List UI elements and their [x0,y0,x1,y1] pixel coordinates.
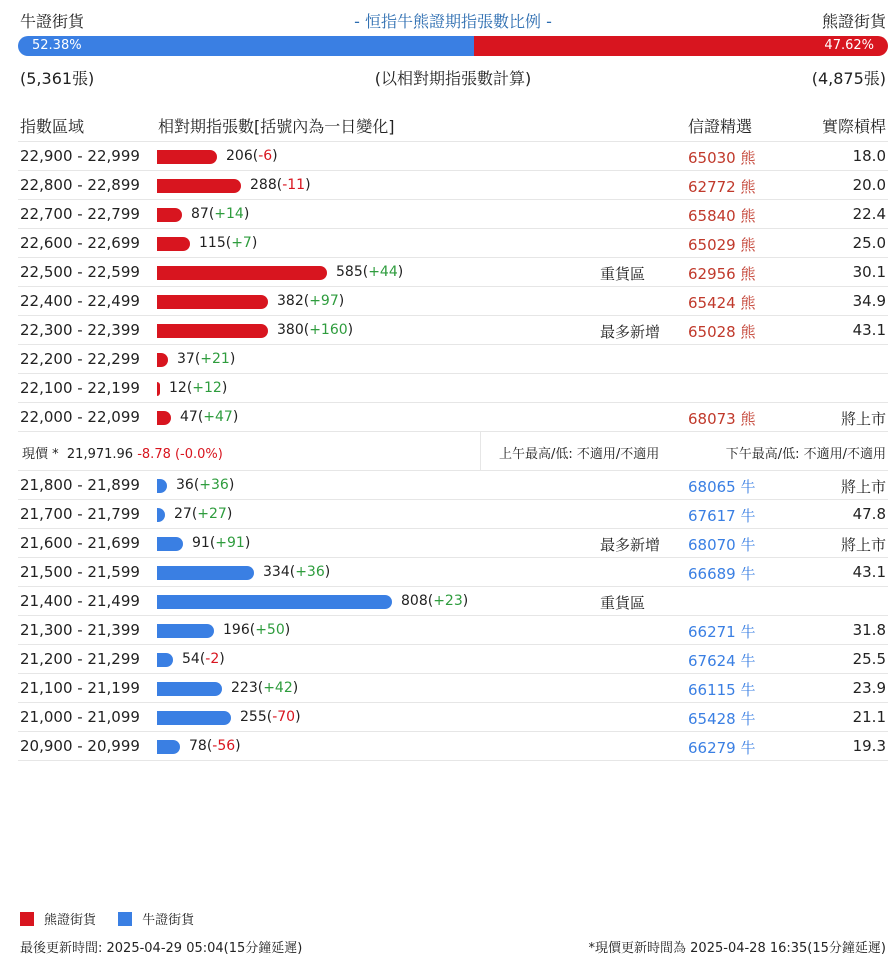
quantity-label: 87(+14) [191,206,250,222]
quantity-value: 223 [231,680,258,696]
index-range: 22,000 - 22,099 [20,408,140,426]
legend-bear [20,913,96,928]
bull-swatch [118,912,132,926]
warrant-code-link[interactable]: 66115 牛 [688,681,756,699]
bear-quantity-bar [157,324,268,338]
bull-row [18,732,888,761]
quantity-label: 54(-2) [182,651,225,667]
leverage-value: 47.8 [852,505,886,523]
bull-row [18,587,888,616]
leverage-value: 19.3 [852,737,886,755]
warrant-code-link[interactable]: 68065 牛 [688,478,756,496]
bear-label: 熊證街貨 [821,12,886,31]
warrant-code-link[interactable]: 62956 熊 [688,265,756,283]
price-update-time: *現價更新時間為 2025-04-28 16:35(15分鐘延遲) [588,941,886,956]
table-header [18,103,888,142]
bull-quantity-bar [157,624,214,638]
warrant-code-link[interactable]: 66689 牛 [688,565,756,583]
bull-quantity-bar [157,595,392,609]
quantity-label: 47(+47) [180,409,239,425]
bear-quantity-bar [157,266,327,280]
leverage-value: 25.0 [852,234,886,252]
calc-note: (以相對期指張數計算) [374,69,532,88]
quantity-change: -70 [272,709,296,725]
quantity-value: 87 [191,206,209,222]
quantity-value: 54 [182,651,200,667]
bull-row [18,529,888,558]
quantity-label: 12(+12) [169,380,228,396]
current-price-row [18,432,888,471]
index-range: 21,600 - 21,699 [20,534,140,552]
quantity-change: +21 [200,351,230,367]
quantity-label: 196(+50) [223,622,291,638]
bull-quantity-bar [157,508,165,522]
warrant-code-link[interactable]: 67624 牛 [688,652,756,670]
index-range: 22,200 - 22,299 [20,350,140,368]
warrant-code-link[interactable]: 65028 熊 [688,323,756,341]
index-range: 22,300 - 22,399 [20,321,140,339]
bull-row [18,471,888,500]
bull-quantity-bar [157,711,231,725]
quantity-change: +27 [197,506,227,522]
bear-row [18,287,888,316]
index-range: 22,900 - 22,999 [20,147,140,165]
quantity-value: 196 [223,622,250,638]
legend-bear-label: 熊證街貨 [44,913,97,928]
leverage-value: 30.1 [852,263,886,281]
zone-tag: 重貨區 [600,265,646,283]
bear-row [18,403,888,432]
quantity-value: 91 [192,535,210,551]
index-range: 21,700 - 21,799 [20,505,140,523]
bear-row [18,200,888,229]
bear-quantity-bar [157,179,241,193]
bear-row [18,316,888,345]
leverage-value: 21.1 [852,708,886,726]
bear-quantity-bar [157,353,168,367]
bear-row [18,229,888,258]
quantity-label: 37(+21) [177,351,236,367]
quantity-label: 255(-70) [240,709,301,725]
quantity-change: +36 [295,564,325,580]
index-range: 22,100 - 22,199 [20,379,140,397]
zone-tag: 重貨區 [600,594,646,612]
am-high-low: 上午最高/低: 不適用/不適用 [499,447,660,462]
leverage-value: 25.5 [852,650,886,668]
bull-row [18,616,888,645]
quantity-value: 334 [263,564,290,580]
bull-quantity-bar [157,682,222,696]
ratio-subheader [18,56,888,96]
quantity-label: 206(-6) [226,148,278,164]
quantity-value: 808 [401,593,428,609]
bear-row [18,345,888,374]
quantity-label: 334(+36) [263,564,331,580]
leverage-value: 將上市 [840,536,886,554]
index-range: 21,000 - 21,099 [20,708,140,726]
index-range: 22,600 - 22,699 [20,234,140,252]
bull-quantity-bar [157,566,254,580]
panel-title: - 恒指牛熊證期指張數比例 - [354,12,552,31]
quantity-label: 380(+160) [277,322,354,338]
index-range: 22,400 - 22,499 [20,292,140,310]
leverage-value: 20.0 [852,176,886,194]
quantity-change: +14 [214,206,244,222]
warrant-code-link[interactable]: 66271 牛 [688,623,756,641]
leverage-value: 23.9 [852,679,886,697]
col-quantity: 相對期指張數[括號內為一日變化] [158,117,395,136]
warrant-code-link[interactable]: 65840 熊 [688,207,756,225]
quantity-change: -56 [212,738,236,754]
bear-quantity-bar [157,411,171,425]
quantity-change: -6 [258,148,273,164]
bull-rows [18,471,888,761]
bull-row [18,558,888,587]
quantity-change: +42 [263,680,293,696]
leverage-value: 43.1 [852,321,886,339]
quantity-value: 47 [180,409,198,425]
quantity-change: +12 [192,380,222,396]
index-range: 21,200 - 21,299 [20,650,140,668]
quantity-change: -11 [282,177,306,193]
warrant-code-link[interactable]: 62772 熊 [688,178,756,196]
bull-quantity-bar [157,537,183,551]
quantity-value: 585 [336,264,363,280]
leverage-value: 22.4 [852,205,886,223]
index-range: 21,500 - 21,599 [20,563,140,581]
quantity-label: 288(-11) [250,177,311,193]
quantity-value: 37 [177,351,195,367]
current-price [22,443,223,462]
quantity-label: 585(+44) [336,264,404,280]
bear-rows [18,142,888,432]
warrant-code-link[interactable]: 67617 牛 [688,507,756,525]
index-range: 22,800 - 22,899 [20,176,140,194]
index-range: 21,100 - 21,199 [20,679,140,697]
quantity-value: 255 [240,709,267,725]
quantity-change: +7 [231,235,252,251]
quantity-change: +47 [203,409,233,425]
leverage-value: 34.9 [852,292,886,310]
bull-row [18,674,888,703]
quantity-change: -2 [205,651,220,667]
quantity-change: +44 [368,264,398,280]
bull-quantity-bar [157,479,167,493]
bull-label: 牛證街貨 [20,12,85,31]
current-price-value: 21,971.96 [66,447,134,462]
warrant-code-link[interactable]: 66279 牛 [688,739,756,757]
bear-row [18,374,888,403]
quantity-value: 27 [174,506,192,522]
index-range: 22,700 - 22,799 [20,205,140,223]
leverage-value: 18.0 [852,147,886,165]
quantity-change: +23 [433,593,463,609]
quantity-label: 382(+97) [277,293,345,309]
quantity-change: +97 [309,293,339,309]
index-range: 21,800 - 21,899 [20,476,140,494]
index-range: 21,300 - 21,399 [20,621,140,639]
bull-row [18,645,888,674]
legend-bull-label: 牛證街貨 [142,913,195,928]
index-range: 22,500 - 22,599 [20,263,140,281]
bull-quantity-bar [157,653,173,667]
warrant-code-link[interactable]: 65030 熊 [688,149,756,167]
zone-tag: 最多新增 [600,536,661,554]
bull-row [18,500,888,529]
quantity-label: 115(+7) [199,235,258,251]
bear-quantity-bar [157,237,190,251]
quantity-label: 36(+36) [176,477,235,493]
bull-count: (5,361張) [20,69,95,88]
quantity-value: 115 [199,235,226,251]
quantity-value: 380 [277,322,304,338]
quantity-label: 27(+27) [174,506,233,522]
warrant-code-link[interactable]: 68073 熊 [688,410,756,428]
bear-ratio-segment: 47.62% [474,36,888,56]
leverage-value: 將上市 [840,478,886,496]
divider [480,432,481,470]
col-range: 指數區域 [20,117,85,136]
quantity-change: +160 [309,322,348,338]
quantity-change: +50 [255,622,285,638]
bear-quantity-bar [157,208,182,222]
leverage-value: 31.8 [852,621,886,639]
index-range: 21,400 - 21,499 [20,592,140,610]
bull-quantity-bar [157,740,180,754]
bear-count: (4,875張) [811,69,886,88]
col-pick: 信證精選 [688,117,753,136]
index-range: 20,900 - 20,999 [20,737,140,755]
legend-bull [118,913,194,928]
quantity-label: 78(-56) [189,738,241,754]
quantity-change: +91 [215,535,245,551]
bear-row [18,142,888,171]
quantity-value: 206 [226,148,253,164]
quantity-value: 382 [277,293,304,309]
bear-quantity-bar [157,150,217,164]
quantity-value: 78 [189,738,207,754]
bear-swatch [20,912,34,926]
current-price-change: -8.78 (-0.0%) [137,447,223,462]
quantity-change: +36 [199,477,229,493]
leverage-value: 43.1 [852,563,886,581]
current-price-label: 現價 * [22,447,59,462]
pm-high-low: 下午最高/低: 不適用/不適用 [725,447,886,462]
cbbc-ratio-panel [18,0,888,761]
warrant-code-link[interactable]: 68070 牛 [688,536,756,554]
bull-ratio-segment: 52.38% [18,36,474,56]
last-update-time: 最後更新時間: 2025-04-29 05:04(15分鐘延遲) [20,941,303,956]
legend [20,909,212,928]
ratio-header [18,0,888,36]
quantity-label: 223(+42) [231,680,299,696]
warrant-code-link[interactable]: 65428 牛 [688,710,756,728]
bull-row [18,703,888,732]
ratio-bar [18,36,888,56]
bear-row [18,171,888,200]
warrant-code-link[interactable]: 65029 熊 [688,236,756,254]
zone-tag: 最多新增 [600,323,661,341]
bear-quantity-bar [157,295,268,309]
bear-quantity-bar [157,382,160,396]
bear-row [18,258,888,287]
warrant-code-link[interactable]: 65424 熊 [688,294,756,312]
leverage-value: 將上市 [840,410,886,428]
quantity-label: 808(+23) [401,593,469,609]
quantity-value: 36 [176,477,194,493]
quantity-label: 91(+91) [192,535,251,551]
quantity-value: 288 [250,177,277,193]
quantity-value: 12 [169,380,187,396]
col-leverage: 實際槓桿 [821,117,886,136]
